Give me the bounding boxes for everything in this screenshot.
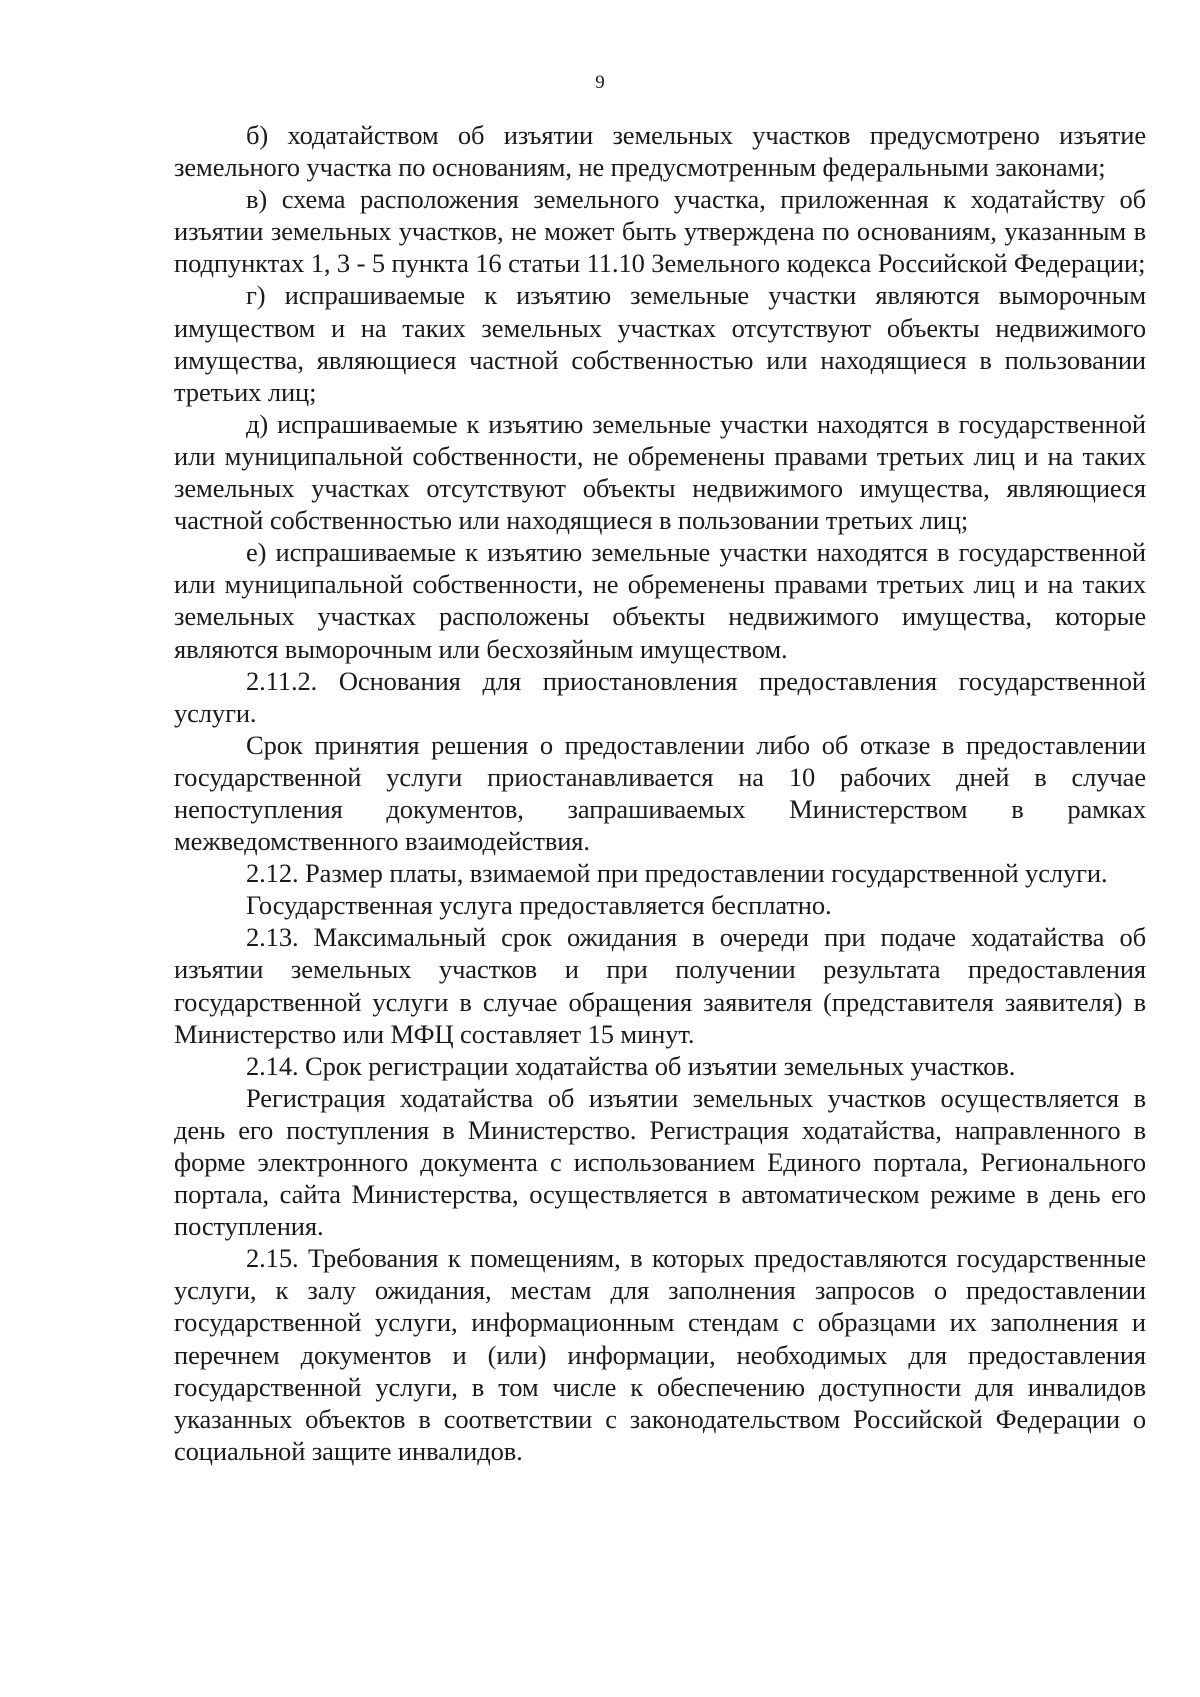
- page-number: 9: [595, 72, 605, 93]
- paragraph-item-d: д) испрашиваемые к изъятию земельные участки находятся в государственной или муниципальной собственности, не обременены правами третьих лиц и на таких земельных участках отсутствуют объекты недвижимого имущества, являющиеся частной собственностью или находящиеся в пользовании третьих лиц;: [174, 408, 1146, 536]
- paragraph-item-g: г) испрашиваемые к изъятию земельные участки являются выморочным имуществом и на таких земельных участках отсутствуют объекты недвижимого имущества, являющиеся частной собственностью или находящиеся в пользовании третьих лиц;: [174, 280, 1146, 407]
- suspension-term-paragraph: Срок принятия решения о предоставлении либо об отказе в предоставлении государственной услуги приостанавливается на 10 рабочих дней в случае непоступления документов, запрашиваемых Министерством в рамках межведомственного взаимодействия.: [174, 729, 1146, 857]
- section-2-14-heading: 2.14. Срок регистрации ходатайства об изъятии земельных участков.: [246, 1050, 1016, 1081]
- section-2-15-paragraph: 2.15. Требования к помещениям, в которых предоставляются государственные услуги, к залу ожидания, местам для заполнения запросов о предоставлении государственной услуги, информационным стендам с образцами их заполнения и перечнем документов и (или) информации, необходимых для предоставления государственной услуги, в том числе к обеспечению доступности для инвалидов указанных объектов в соответствии с законодательством Российской Федерации о социальной защите инвалидов.: [174, 1243, 1146, 1466]
- paragraph-item-v: в) схема расположения земельного участка, приложенная к ходатайству об изъятии земельных участков, не может быть утверждена по основаниям, указанным в подпунктах 1, 3 - 5 пункта 16 статьи 11.10 Земельного кодекса Российской Федерации;: [174, 184, 1146, 279]
- paragraph-item-e: е) испрашиваемые к изъятию земельные участки находятся в государственной или муниципальной собственности, не обременены правами третьих лиц и на таких земельных участках расположены объекты недвижимого имущества, которые являются выморочным или бесхозяйным имуществом.: [174, 537, 1146, 664]
- registration-paragraph: Регистрация ходатайства об изъятии земельных участков осуществляется в день его поступления в Министерство. Регистрация ходатайства, направленного в форме электронного документа с использованием Единого портала, Регионального портала, сайта Министерства, осуществляется в автоматическом режиме в день его поступления.: [174, 1082, 1146, 1242]
- free-of-charge-paragraph: Государственная услуга предоставляется бесплатно.: [246, 890, 832, 921]
- section-2-12-heading: 2.12. Размер платы, взимаемой при предоставлении государственной услуги.: [246, 858, 1108, 889]
- section-2-11-2-heading: 2.11.2. Основания для приостановления предоставления государственной услуги.: [174, 665, 1146, 728]
- document-body: [174, 119, 1146, 1467]
- paragraph-item-b: б) ходатайством об изъятии земельных участков предусмотрено изъятие земельного участка по основаниям, не предусмотренным федеральными законами;: [174, 120, 1146, 183]
- section-2-13-paragraph: 2.13. Максимальный срок ожидания в очереди при подаче ходатайства об изъятии земельных участков и при получении результата предоставления государственной услуги в случае обращения заявителя (представителя заявителя) в Министерство или МФЦ составляет 15 минут.: [174, 922, 1146, 1049]
